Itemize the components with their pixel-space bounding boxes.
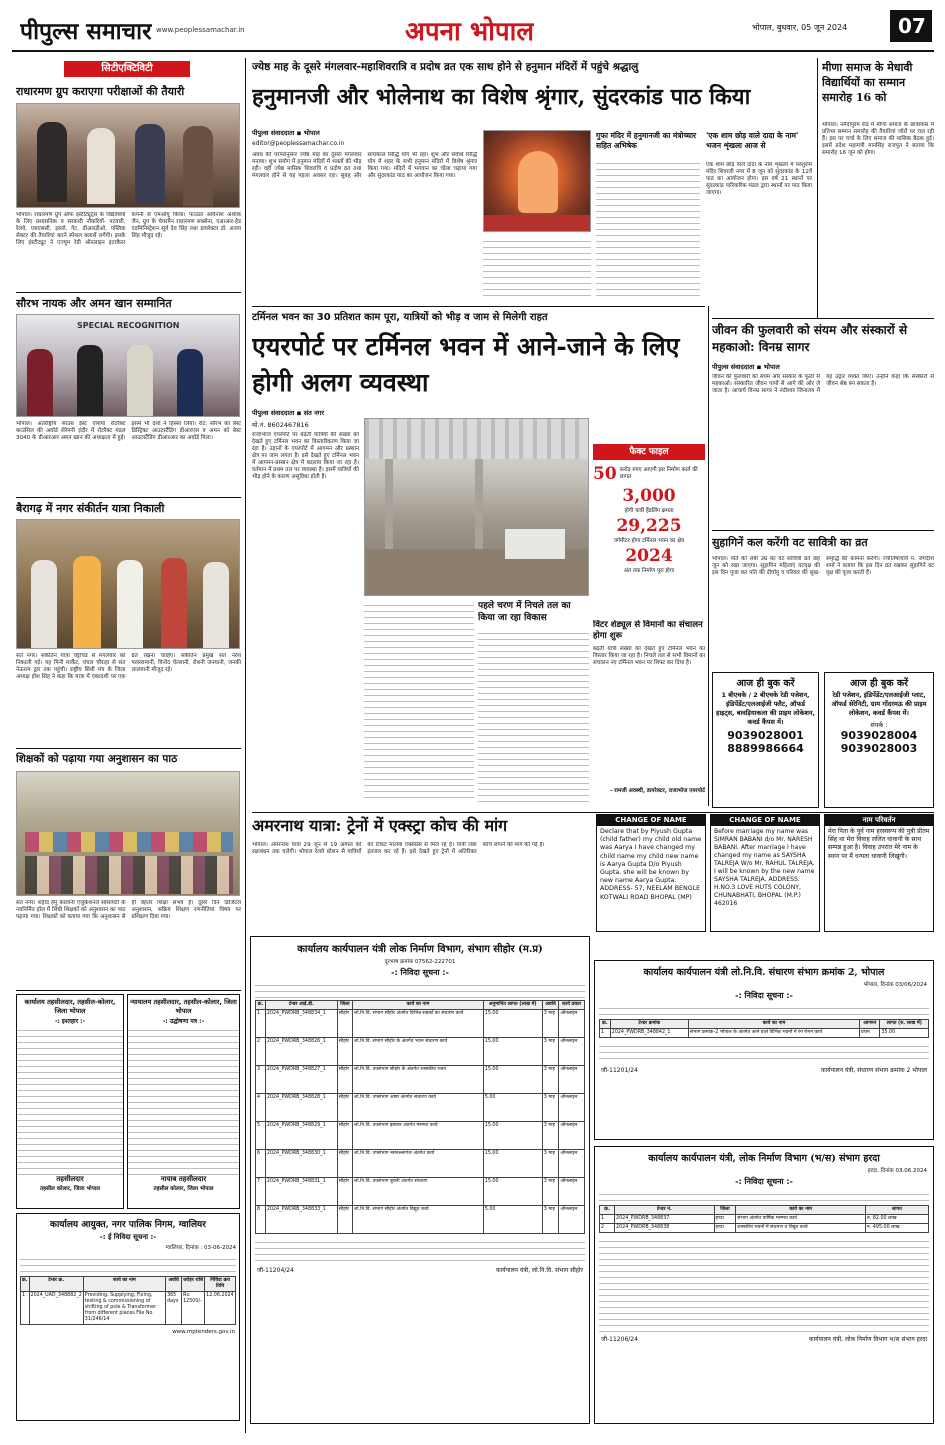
table-header: अनुमानित लागत (लाख में) <box>483 1001 542 1010</box>
divider <box>252 812 934 813</box>
pwd-bhopal-tender <box>594 960 934 1140</box>
table-cell: लो.नि.वि. संभाग सीहोर के अंतर्गत भवन संधारण कार्य <box>353 1038 484 1066</box>
table-cell: 2024_PWDRB_348830_1 <box>265 1150 337 1178</box>
bhopal-terms <box>599 1041 929 1063</box>
table-header: टेन्डर आई.डी. <box>265 1001 337 1010</box>
table-header: कार्य का नाम <box>688 1020 859 1029</box>
table-cell: 15.00 <box>483 1122 542 1150</box>
table-cell: हरदा <box>714 1224 736 1233</box>
class-ad-1-phone2[interactable]: 8889986664 <box>727 742 804 755</box>
table-header: जिला <box>337 1001 352 1010</box>
tahsil2-sub: -: उद्घोषणा पत्र :- <box>162 1018 205 1025</box>
table-cell: सीहोर <box>337 1150 352 1178</box>
tahsil1-sign: तहसीलदार <box>56 1175 84 1183</box>
table-cell: 3 माह <box>542 1038 559 1066</box>
jeevan-byline: पीपुल्स संवाददाता ◾ भोपाल <box>712 363 780 371</box>
dateline: भोपाल, बुधवार, 05 जून 2024 <box>752 23 848 32</box>
table-cell: 15.00 <box>483 1150 542 1178</box>
table-cell: सीहोर <box>337 1066 352 1094</box>
divider <box>16 292 241 293</box>
airport-side-text: बढ़ती यात्री संख्या को देखते हुए टर्मिनल भवन का विस्तार किया जा रहा है। निचले तल से सभी विमानों का संचालन नए टर्मिनल भवन पर शिफ्ट कर दिया है। <box>593 646 705 666</box>
column-rule <box>708 306 709 806</box>
masthead-rule <box>12 50 934 52</box>
table-cell: सीहोर <box>337 1094 352 1122</box>
left-story3-text: संत नगर। संकीर्तन यात्रा चेट्टीचंड से मंगलवार को निकाली गई। यह मिनी मार्केट, चंचल चौराहा से संत नेऊराम द्वार तक पहुंची। राष्ट्रीय सिंधी मंच के जिला अध्यक्ष होश सिंह ने कहा कि यात्रा में एकादशी पर एक व्रत रखना चाहिए। संकीर्तन प्रमुख संत नरेश परसरामानी, विनोद चेल्लानी, रोशनी जनयानी, जनकी लालवानी मौजूद रहे। <box>16 653 241 680</box>
sehore-terms <box>255 1237 585 1263</box>
table-cell: 2024_PWDRB_348826_1 <box>265 1038 337 1066</box>
table-cell: 5.00 <box>483 1094 542 1122</box>
divider <box>252 306 705 307</box>
table-header: क्र. <box>600 1020 611 1029</box>
suhagin-text: भोपाल। पति की लंबी उम्र का वट सावित्री व्रत छह जून को रखा जाएगा। सुहागिन महिलाएं वटवृक्ष की इस दिन पूजा कर पति की दीर्घायु व परिवार की सुख-समृद्धि की कामना करेंगी। ज्योतिषाचार्य पं. जगदीश शर्मा ने बताया कि इस दिन व्रत रखकर सुहागिनें वट वृक्ष की पूजा करती हैं। <box>712 556 934 576</box>
meena-text: भोपाल। नर्मदापुरम रोड में मीणा समाज के छात्रावास में प्रतिभा सम्मान समारोह की तैयारियां जोरों पर चल रही हैं। इस पर चर्चा के लिए समाज की मासिक बैठक हुई। इसमें प्रदेश महामंत्री मानसिंह राजपूत ने बताया कि समारोह 16 जून को होगा। <box>822 122 934 156</box>
table-cell: 3 <box>256 1066 266 1094</box>
left-story4-head: शिक्षकों को पढ़ाया गया अनुशासन का पाठ <box>16 753 178 765</box>
bhopal-table <box>599 1019 929 1038</box>
lead-side-head: 'एक शाम छोड़ वाले दादा के नाम' भजन शृंखला आज से <box>706 131 799 150</box>
divider <box>712 318 934 319</box>
table-cell: ऑनलाइन <box>559 1094 585 1122</box>
table-cell: 1 <box>256 1010 266 1038</box>
table-row <box>600 1224 929 1233</box>
table-cell: लो.नि.वि. संभाग सीहोर अंतर्गत विभिन्न सड़कों का संधारण कार्य <box>353 1010 484 1038</box>
class-ad-2 <box>824 672 934 808</box>
table-row <box>256 1038 585 1066</box>
table-cell: संभाग अंतर्गत वार्षिक मरम्मत कार्य <box>736 1215 866 1224</box>
table-cell: लो.नि.वि. उपसंभाग इछावर अंतर्गत मरम्मत कार्य <box>353 1122 484 1150</box>
name-change-1-body: Declare that by Piyush Gupta (child father) my child old name was Aarya I have changed my child name my child new name is Aarya Gupta D/o Piyush Gupta. she will be known by new name Aarya Gupta. ADDRESS- 57, NEELAM BENGLE KOTWALI ROAD BHOPAL (MP) <box>600 828 702 901</box>
table-header: क्र. <box>256 1001 266 1010</box>
section-title: अपना भोपाल <box>405 17 534 47</box>
masthead <box>0 0 945 50</box>
class-ad-1-body: 1 बीएचके / 2 बीएचके रेडी पजेशन, इंडिपेंडेंट/एलआईजी फ्लैट, ऑफर्ड हाइट्स, बावड़ियाकला की प्राइम लोकेशन, कवर्ड कैंपस में। <box>716 691 815 726</box>
harda-intro <box>599 1189 929 1203</box>
table-row <box>256 1178 585 1206</box>
table-cell: 1 <box>600 1215 615 1224</box>
table-row <box>256 1066 585 1094</box>
table-cell: 8 <box>256 1206 266 1234</box>
suhagin-head: सुहागिनें कल करेंगी वट सावित्री का व्रत <box>712 536 868 549</box>
table-cell: 15.00 <box>483 1010 542 1038</box>
nagar-intro <box>20 1254 236 1274</box>
lead-caption-text <box>596 158 700 301</box>
amarnath-head: अमरनाथ यात्रा: ट्रेनों में एक्स्ट्रा कोच की मांग <box>252 816 508 835</box>
table-cell: 3 माह <box>542 1010 559 1038</box>
bhopal-sign: कार्यपालन यंत्री, संधारण संभाग क्रमांक 2 भोपाल <box>821 1067 927 1074</box>
lead-byline: पीपुल्स संवाददाता ◾ भोपाल <box>252 129 320 137</box>
meena-head: मीणा समाज के मेधावी विद्यार्थियों का सम्मान समारोह 16 को <box>822 61 913 104</box>
table-cell: 2024_PWDRB_348828_1 <box>265 1094 337 1122</box>
table-cell: 5.00 <box>483 1206 542 1234</box>
fact-value: 3,000 <box>622 486 676 506</box>
paper-url[interactable]: www.peoplessamachar.in <box>156 26 245 34</box>
left-story1-head: राधारमण ग्रुप कराएगा परीक्षाओं की तैयारी <box>16 85 185 98</box>
class-ad-1-title: आज ही बुक करें <box>736 678 795 689</box>
table-cell: ऑनलाइन <box>559 1038 585 1066</box>
divider <box>16 748 241 749</box>
airport-caption: पहले चरण में निचले तल का किया जा रहा विकास <box>478 601 571 623</box>
table-header: कार्य का नाम <box>736 1206 866 1215</box>
tahsil1-place: तहसील कोलार, जिला भोपाल <box>39 1186 101 1192</box>
fact-label: वर्गमीटर होगा टर्मिनल भवन का क्षेत्र <box>613 538 685 544</box>
jeevan-reporter: पीपुल्स संवाददाता <box>712 363 755 371</box>
table-row <box>256 1150 585 1178</box>
table-cell: 3 माह <box>542 1150 559 1178</box>
sehore-subtitle: -: निविदा सूचना :- <box>391 968 449 977</box>
left-story2-head: सौरभ नायक और अमन खान सम्मानित <box>16 297 172 310</box>
table-header: क्र. <box>600 1206 615 1215</box>
table-cell: 2024_PWDRB_348829_1 <box>265 1122 337 1150</box>
lead-reporter: पीपुल्स संवाददाता <box>252 129 295 137</box>
table-cell: 2024_PWDRB_348838 <box>615 1224 715 1233</box>
lead-photo-caption: गुफा मंदिर में हनुमानजी का मंत्रोच्चार सहित अभिषेक <box>596 131 697 150</box>
table-cell: 3 माह <box>542 1206 559 1234</box>
table-cell: रु. 495.00 लाख <box>865 1224 928 1233</box>
lead-email[interactable]: editor@peoplessamachar.co.in <box>252 140 345 147</box>
lead-photo <box>483 130 591 232</box>
table-cell: 6 <box>256 1150 266 1178</box>
factfile-title: फैक्ट फाइल <box>593 444 705 460</box>
left-story3-photo <box>16 519 240 649</box>
fact-label: अंत तक निर्माण पूरा होगा <box>623 568 675 574</box>
airport-photo <box>364 418 589 596</box>
airport-text-2 <box>364 600 474 802</box>
table-cell: 15.00 <box>483 1038 542 1066</box>
table-cell: सीहोर <box>337 1206 352 1234</box>
paper-logo: पीपुल्स समाचार <box>20 18 152 45</box>
harda-terms <box>599 1236 929 1332</box>
fact-value: 29,225 <box>616 516 682 536</box>
table-cell: 15.00 <box>483 1066 542 1094</box>
table-cell: 1 <box>600 1029 611 1038</box>
pwd-harda-tender <box>594 1146 934 1424</box>
left-story1-photo <box>16 103 240 208</box>
table-cell: 2 <box>600 1224 615 1233</box>
left-story4-photo <box>16 771 240 896</box>
left-story2-photo <box>16 314 240 417</box>
airport-byline: पीपुल्स संवाददाता ◾ संत नगर <box>252 409 324 417</box>
name-change-3-body: मेरा पिता के पूर्व नाम हरस्वरूप की पुत्री प्रीतम सिंह था मेरा विवाह ललित धावानी के साथ सम्पन्न हुआ है। विवाह उपरांत मेरे नाम के स्थान पर मैं धन्यता धावानी लिखूंगी। <box>828 828 930 860</box>
table-cell: ऑनलाइन <box>559 1206 585 1234</box>
table-cell: हरदा <box>714 1215 736 1224</box>
table-cell: सीहोर <box>337 1122 352 1150</box>
table-cell: रु. 82.00 लाख <box>865 1215 928 1224</box>
table-cell: लो.नि.वि. उपसंभाग आष्टा अंतर्गत संधारण कार्य <box>353 1094 484 1122</box>
table-cell: 3 माह <box>542 1066 559 1094</box>
bhopal-ref: भोपाल, दिनांक 03/06/2024 <box>863 982 927 988</box>
column-rule <box>817 58 818 318</box>
table-row: 1 2024_UAD_348882_2 Providing, Supplying, Fixing, testing & commissioning of shifting of pole & Transformer from different places File No. 31/246/14 365 days Rs. 12500/- 12.06.2024 <box>21 1292 236 1325</box>
left-story4-text: संत नगर। शहीद हेमू कालानी एजुकेशनल सोसायटी के नवनिर्मित हॉल में सिंधी शिक्षकों को अनुशासन का पाठ पढ़ाया गया। शिक्षकों को बताया गया कि अनुशासन से ही बेहतर शिक्षा संभव है। दूसरे दिन डिजिटल अनुशासन, सक्रिय शिक्षण रणनीतियां विषय पर प्रशिक्षण दिया गया। <box>16 900 241 920</box>
tahsil1-title: कार्यालय तहसीलदार, तहसील-कोलार, जिला भोपाल <box>24 998 116 1015</box>
class-ad-2-phone2[interactable]: 9039028003 <box>840 742 918 755</box>
jeevan-city: भोपाल <box>763 363 780 371</box>
tahsil2-body <box>128 1025 239 1175</box>
table-cell: 3 माह <box>542 1178 559 1206</box>
name-change-2-title: CHANGE OF NAME <box>711 815 819 826</box>
table-row <box>256 1094 585 1122</box>
table-header: लागत <box>865 1206 928 1215</box>
pwd-sehore-tender <box>250 936 590 1424</box>
class-ad-2-phone1[interactable]: 9039028004 <box>840 729 918 742</box>
table-cell: प्रथम <box>860 1029 880 1038</box>
lead-headline: हनुमानजी और भोलेनाथ का विशेष श्रृंगार, सुंदरकांड पाठ किया <box>252 84 751 110</box>
airport-kicker: टर्मिनल भवन का 30 प्रतिशत काम पूरा, यात्रियों को भीड़ व जाम से मिलेगी राहत <box>252 312 548 323</box>
airport-phone: मो.नं. 8602467816 <box>252 421 309 429</box>
table-cell: 2024_PWDRB_348827_1 <box>265 1066 337 1094</box>
table-row <box>600 1029 929 1038</box>
divider <box>712 530 934 531</box>
table-header: जिला <box>714 1206 736 1215</box>
harda-ref: हरदा, दिनांक 03.06.2024 <box>867 1168 927 1174</box>
sehore-intro <box>255 980 585 998</box>
left-story2-text: भोपाल। अंतर्राष्ट्रीय साउथ ईस्ट एशिया रोटरैक्ट काउंसिल की अवॉर्ड सेरेमनी इंदौर में रोटरैक्ट मंडल 3040 के डीआरआर अमन खान की अध्यक्षता में हुई। इसमें भी देशों ने हिस्सा लिया। रोट. सौरभ को बेस्ट डिस्ट्रिक्ट आउटस्टैंडिंग डीआरएस व अमन को बेस्ट आउटस्टैंडिंग डीआरआर का अवॉर्ड मिला। <box>16 421 241 441</box>
table-row <box>600 1215 929 1224</box>
name-change-1 <box>596 814 706 932</box>
tahsil1-body <box>17 1025 123 1175</box>
fact-value: 50 <box>593 464 617 484</box>
nagar-title: कार्यालय आयुक्त, नगर पालिक निगम, ग्वालियर <box>50 1220 206 1230</box>
left-story3-head: बैरागढ़ में नगर संकीर्तन यात्रा निकाली <box>16 502 165 515</box>
class-ad-1-phone1[interactable]: 9039028001 <box>727 729 804 742</box>
tahsil-notice-2 <box>127 994 240 1209</box>
table-cell: लो.नि.वि. उपसंभाग सीहोर के अंतर्गत शासकीय भवन <box>353 1066 484 1094</box>
lead-kicker: ज्येष्ठ माह के दूसरे मंगलवार-महाशिवरात्रि व प्रदोष व्रत एक साथ होने से हनुमान मंदिरों में पहुंचे श्रद्धालु <box>252 61 639 73</box>
table-header: टेन्डर क्रमांक <box>610 1020 688 1029</box>
class-ad-1 <box>712 672 819 808</box>
table-row <box>256 1010 585 1038</box>
table-header: अवधि <box>542 1001 559 1010</box>
lead-side-text: एक शाम छोड़ वाले दादा के नाम शृंखला में परशुराम मंदिर शिवाजी नगर में 8 जून को सुंदरकांड के 12वें पाठ का आयोजन होगा। इस वर्ष 21 स्थानों पर सुंदरकांड पारिवारिक मंडल द्वारा स्थानों पर पाठ किया जाएगा। <box>706 162 812 196</box>
airport-side-head: विंटर शेड्यूल से विमानों का संचालन होगा शुरू <box>593 620 703 641</box>
amarnath-text: भोपाल। अमरनाथ यात्रा 29 जून से 19 अगस्त को रक्षाबंधन तक चलेगी। भोपाल रेलवे स्टेशन से यात्रियों को टिकट मालवा एक्सप्रेस से मिल रहे हैं। यात्री लंबा इंतजार कर रहे हैं। इसे देखते हुए ट्रेनों में अतिरिक्त कोच लगाने की मांग की गई है। <box>252 842 545 855</box>
nagar-tender <box>16 1213 240 1421</box>
left-story1-text: भोपाल। राधारमण ग्रुप ऑफ इंस्टीट्यूट्स के विद्यार्थियों के लिए प्रशासनिक व सरकारी नौकरियों- पटवारी, रेलवे, एसएससी, इसरो, गेट, डीआरडीओ, पब्लिक सेक्टर की तैयारियां करने स्पेशल क्लासें लगेंगी। इसके लिए इंस्टीट्यूट ने एज्यूम रेडी ऑनलाइन इंटरकैरर कंपनी से एमओयू किया। फाउंडर अविनाश अशोक जैन, ग्रुप के चेयरमैन राधारमण सक्सेना, एआआर-हेड एडमिनिस्ट्रेशन सूर्य देव सिंह तथा डायरेक्टर डॉ. अजय सिंह मौजूद रहे। <box>16 212 241 246</box>
name-change-3-title: नाम परिवर्तन <box>825 815 933 826</box>
bhopal-subtitle: -: निविदा सूचना :- <box>735 991 793 1000</box>
tahsil-notice-1 <box>16 994 124 1209</box>
airport-text: राजाभोज एयरपोर्ट पर बढ़ती यात्रियों की संख्या को देखते हुए टर्मिनल भवन का विस्तारीकरण किया जा रहा है। उड़ानों के एयरपोर्ट में आगमन और प्रस्थान क्षेत्र पर जाम लगता है। इसे देखते हुए टर्मिनल भवन में आगमन-प्रस्थान क्षेत्र में बदलाव किया जा रहा है। वर्तमान में प्रथम तल पर व्यवस्था है। इसमें यात्रियों की भीड़ होने के कारण असुविधा होती है। <box>252 432 359 480</box>
tahsil2-title: न्यायालय तहसीलदार, तहसील-कोलार, जिला भोपाल <box>130 998 237 1015</box>
class-ad-2-contact: संपर्क : <box>870 721 888 729</box>
table-cell: 7 <box>256 1178 266 1206</box>
table-cell: 3 माह <box>542 1094 559 1122</box>
table-cell: लो.नि.वि. उपसंभाग नसरुल्लागंज अंतर्गत कार्य <box>353 1150 484 1178</box>
sehore-title: कार्यालय कार्यपालन यंत्री लोक निर्माण विभाग, संभाग सीहोर (म.प्र) <box>297 944 543 955</box>
column-rule <box>245 58 246 1433</box>
table-cell: शासकीय भवनों में संधारण व विद्युत कार्य <box>736 1224 866 1233</box>
airport-reporter: पीपुल्स संवाददाता <box>252 409 295 417</box>
class-ad-2-title: आज ही बुक करें <box>849 678 909 689</box>
factfile <box>593 444 705 604</box>
table-cell: 35.00 <box>880 1029 929 1038</box>
sehore-ref: दूरभाष क्रमांक 07562-222701 <box>384 959 456 965</box>
lead-text: अवध की परंपरानुसार ज्येष्ठ माह का दूसरा मंगलवार मनाया। शुभ संयोग में हनुमान मंदिरों में भक्तों की भीड़ रही। वहीं ज्येष्ठ मासिक शिवरात्रि व प्रदोष व्रत तथा मंगलवार होने से यह पहला अवसर रहा। सुबह और सायंकाल सिद्धि योग भी रहा। शुभ और सर्वार्थ सिद्धि योग में शहर के सभी हनुमान मंदिरों में विशेष श्रृंगार किया गया। मंदिरों में भगवान का चोला चढ़ाया गया और सुंदरकांड पाठ का आयोजन किया गया। <box>252 152 477 179</box>
name-change-2 <box>710 814 820 932</box>
table-cell: सीहोर <box>337 1038 352 1066</box>
table-cell: लो.नि.वि. उपसंभाग बुधनी अंतर्गत संधारण <box>353 1178 484 1206</box>
airport-headline: एयरपोर्ट पर टर्मिनल भवन में आने-जाने के लिए होगी अलग व्यवस्था <box>252 332 680 397</box>
harda-table <box>599 1205 929 1233</box>
table-cell: 5 <box>256 1122 266 1150</box>
sehore-footer: जी-11204/24 <box>257 1267 294 1274</box>
harda-title: कार्यालय कार्यपालन यंत्री, लोक निर्माण विभाग (भ/स) संभाग हरदा <box>648 1153 880 1164</box>
divider <box>16 497 241 498</box>
nagar-site[interactable]: www.mptenders.gov.in <box>172 1329 235 1335</box>
city-label: सिटीएक्टिविटी <box>64 61 190 77</box>
table-cell: ऑनलाइन <box>559 1066 585 1094</box>
table-row <box>256 1206 585 1234</box>
table-header: टेन्डर नं. <box>615 1206 715 1215</box>
table-cell: 2 <box>256 1038 266 1066</box>
recognition-banner: SPECIAL RECOGNITION <box>77 321 180 330</box>
table-cell: 2024_PWDRB_348842_1 <box>610 1029 688 1038</box>
name-change-1-title: CHANGE OF NAME <box>597 815 705 826</box>
tahsil2-sign: नायाब तहसीलदार <box>160 1175 207 1183</box>
table-cell: सीहोर <box>337 1010 352 1038</box>
fact-label: करोड़ रुपए आएगी इस निर्माण कार्य की लागत <box>619 467 698 480</box>
table-cell: 2024_PWDRB_348837 <box>615 1215 715 1224</box>
table-cell: ऑनलाइन <box>559 1122 585 1150</box>
name-change-3 <box>824 814 934 932</box>
sehore-sign: कार्यपालन यंत्री, लो.नि.वि. संभाग सीहोर <box>495 1267 583 1274</box>
table-cell: 2024_PWDRB_348833_1 <box>265 1206 337 1234</box>
fact-label: होगी यात्री हैंडलिंग क्षमता <box>624 508 674 514</box>
lead-middle-text <box>483 236 591 301</box>
airport-caption-text <box>478 628 589 802</box>
tahsil1-sub: -: इश्तहार :- <box>54 1018 86 1025</box>
harda-footer: जी-11206/24 <box>601 1336 638 1343</box>
page-number-text: 07 <box>898 14 926 38</box>
jeevan-text: जीवन की फुलवारी को संयम और संस्कार के फूलों से महकाओ। संस्कारित जीवन पापों से आगे की ओर ले जाता है। आचार्य विनम्र सागर ने नंदीश्वर जिनालय में यह उद्गार व्यक्त किए। उन्होंने कहा कि संस्कारों से जीवन श्रेष्ठ बन सकता है। <box>712 374 934 394</box>
bhopal-intro <box>599 1003 929 1017</box>
class-ad-2-body: रेडी पजेशन, इंडिपेंडेंट/एलआईजी प्लाट, ऑफर्ड सेरेनिटी, ग्राम गोंदरमऊ की प्राइम लोकेशन, कवर्ड कैंपस में। <box>831 691 927 717</box>
table-row <box>256 1122 585 1150</box>
airport-quote-by: - रामजी अवस्थी, डायरेक्टर, राजाभोज एयरपोर्ट <box>610 788 705 794</box>
sehore-table <box>255 1000 585 1234</box>
tahsil2-place: तहसील कोलार, जिला भोपाल <box>153 1186 214 1192</box>
jeevan-head: जीवन की फुलवारी को संयम और संस्कारों से महकाओ: विनम्र सागर <box>712 323 908 354</box>
nagar-ref: ग्वालियर, दिनांक : 03-06-2024 <box>165 1245 236 1251</box>
fact-value: 2024 <box>625 546 673 566</box>
bhopal-title: कार्यालय कार्यपालन यंत्री लो.नि.वि. संधारण संभाग क्रमांक 2, भोपाल <box>643 967 885 978</box>
table-cell: 3 माह <box>542 1122 559 1150</box>
table-cell: 2024_PWDRB_348831_1 <box>265 1178 337 1206</box>
lead-city: भोपाल <box>303 129 320 137</box>
table-cell: लो.नि.वि. संभाग सीहोर अंतर्गत विद्युत कार्य <box>353 1206 484 1234</box>
table-header: कार्य प्रकार <box>559 1001 585 1010</box>
table-cell: 2024_PWDRB_348834_1 <box>265 1010 337 1038</box>
nagar-table: क्र. टेन्डर क्र. कार्य का नाम अवधि धरोहर राशि निविदा क्रय तिथि 1 2024_UAD_348882_2 Providing, Supplying, Fixing, testing & commissioning of shifting of pole & Transformer from different places File No. 31/246/14 365 days Rs. 12500/- 12.06.2024 <box>20 1276 236 1325</box>
table-header: कार्य का नाम <box>353 1001 484 1010</box>
harda-subtitle: -: निविदा सूचना :- <box>735 1177 793 1186</box>
airport-city: संत नगर <box>303 409 324 417</box>
divider <box>16 990 241 991</box>
table-cell: सीहोर <box>337 1178 352 1206</box>
name-change-2-body: Before marriage my name was SIMRAN BABANI d/o Mr. NARESH BABANI. After marriage I have changed my name as SAYSHA TALREJA W/o Mr. RAHUL TALREJA. I will be known by the new name SAYSHA TALREJA. ADDRESS: H.NO.3 LOVE HUTS COLONY, CHUNABHATI, BHOPAL (M.P.) 462016 <box>714 828 815 907</box>
table-cell: संभाग क्रमांक-2 भोपाल के अंतर्गत आने वाले विभिन्न भवनों में रंग रोगन कार्य <box>688 1029 859 1038</box>
table-header: आगमन <box>860 1020 880 1029</box>
table-cell: 15.00 <box>483 1178 542 1206</box>
table-cell: ऑनलाइन <box>559 1178 585 1206</box>
harda-sign: कार्यपालन यंत्री, लोक निर्माण विभाग भ/स संभाग हरदा <box>808 1336 927 1343</box>
table-cell: 4 <box>256 1094 266 1122</box>
nagar-sub: -: ई निविदा सूचना :- <box>99 1233 157 1241</box>
table-header: लागत (रु. लाख में) <box>880 1020 929 1029</box>
table-cell: ऑनलाइन <box>559 1150 585 1178</box>
table-cell: ऑनलाइन <box>559 1010 585 1038</box>
bhopal-footer: जी-11201/24 <box>601 1067 638 1074</box>
